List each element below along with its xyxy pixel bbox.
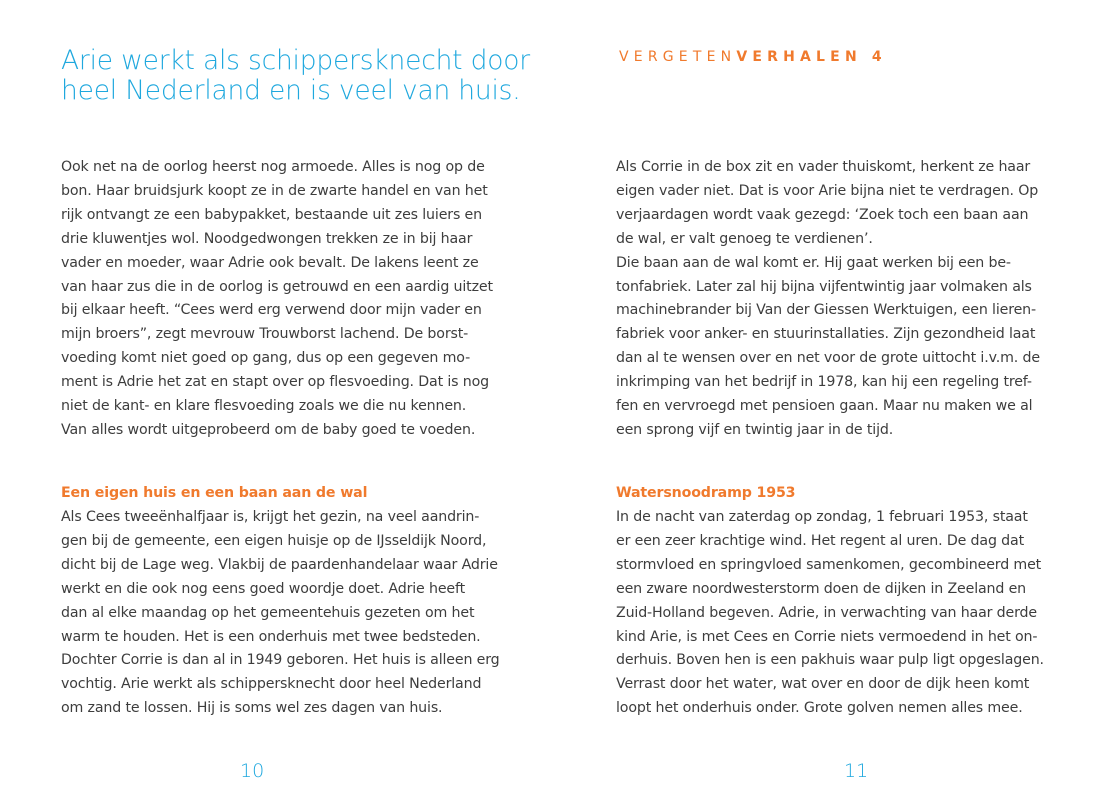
text-line: drie kluwentjes wol. Noodgedwongen trekken ze in bij haar — [61, 230, 473, 247]
text-line: om zand te lossen. Hij is soms wel zes dagen van huis. — [61, 700, 443, 717]
text-line: Als Cees tweeënhalfjaar is, krijgt het gezin, na veel aandrin- — [61, 509, 480, 525]
text-line: Dochter Corrie is dan al in 1949 geboren. Het huis is alleen erg — [61, 652, 500, 669]
text-line: vader en moeder, waar Adrie ook bevalt. De lakens leent ze — [61, 254, 479, 271]
text-line: verjaardagen wordt vaak gezegd: ‘Zoek toch een baan aan — [616, 206, 1029, 223]
text-line: kind Arie, is met Cees en Corrie niets vermoedend in het on- — [616, 628, 1038, 645]
page-number: 10 — [240, 760, 265, 782]
text-line: er een zeer krachtige wind. Het regent al uren. De dag dat — [616, 532, 1024, 549]
running-head-bold: VERHALEN 4 — [736, 49, 887, 65]
text-line: Verrast door het water, wat over en door de dijk heen komt — [616, 676, 1030, 693]
text-line: inkrimping van het bedrijf in 1978, kan hij een regeling tref- — [616, 374, 1032, 391]
right-paragraph-2 — [616, 506, 1056, 721]
text-line: mijn broers”, zegt mevrouw Trouwborst lachend. De borst- — [61, 326, 469, 343]
text-line: machinebrander bij Van der Giessen Werktuigen, een lieren- — [616, 302, 1036, 319]
text-line: warm te houden. Het is een onderhuis met twee bedsteden. — [61, 628, 481, 645]
running-head — [619, 49, 887, 65]
left-paragraph-2 — [61, 506, 501, 721]
text-line: fabriek voor anker- en stuurinstallaties. Zijn gezondheid laat — [616, 326, 1036, 343]
text-line: loopt het onderhuis onder. Grote golven nemen alles mee. — [616, 700, 1023, 717]
text-line: vochtig. Arie werkt als schippersknecht door heel Nederland — [61, 676, 482, 693]
running-head-light: VERGETEN — [619, 49, 737, 65]
page-number: 11 — [844, 760, 869, 782]
left-paragraph-1 — [61, 156, 501, 443]
text-line: dan al te wensen over en net voor de grote uittocht i.v.m. de — [616, 350, 1040, 367]
text-line: Zuid-Holland begeven. Adrie, in verwachting van haar derde — [616, 604, 1037, 621]
text-line: voeding komt niet goed op gang, dus op een gegeven mo- — [61, 350, 471, 367]
text-line: ment is Adrie het zat en stapt over op flesvoeding. Dat is nog — [61, 374, 489, 391]
text-line: eigen vader niet. Dat is voor Arie bijna niet te verdragen. Op — [616, 182, 1039, 199]
text-line: dicht bij de Lage weg. Vlakbij de paardenhandelaar waar Adrie — [61, 556, 498, 573]
text-line: van haar zus die in de oorlog is getrouwd en een aardig uitzet — [61, 278, 493, 295]
text-line: tonfabriek. Later zal hij bijna vijfentwintig jaar volmaken als — [616, 278, 1032, 295]
text-line: bon. Haar bruidsjurk koopt ze in de zwarte handel en van het — [61, 182, 488, 199]
pull-quote: Arie werkt als schippersknecht door heel Nederland en is veel van huis. — [61, 45, 530, 106]
text-line: Ook net na de oorlog heerst nog armoede. Alles is nog op de — [61, 159, 485, 175]
text-line: rijk ontvangt ze een babypakket, bestaande uit zes luiers en — [61, 206, 482, 223]
section-heading: Watersnoodramp 1953 — [616, 485, 796, 501]
text-line: gen bij de gemeente, een eigen huisje op de IJsseldijk Noord, — [61, 532, 487, 549]
text-line: stormvloed en springvloed samenkomen, gecombineerd met — [616, 556, 1042, 573]
text-line: Als Corrie in de box zit en vader thuiskomt, herkent ze haar — [616, 159, 1031, 175]
text-line: een zware noordwesterstorm doen de dijken in Zeeland en — [616, 580, 1027, 597]
right-paragraph-1 — [616, 156, 1056, 443]
section-heading: Een eigen huis en een baan aan de wal — [61, 485, 368, 501]
text-line: een sprong vijf en twintig jaar in de tijd. — [616, 421, 894, 438]
text-line: niet de kant- en klare flesvoeding zoals we die nu kennen. — [61, 398, 467, 415]
text-line: werkt en die ook nog eens goed woordje doet. Adrie heeft — [61, 580, 465, 597]
text-line: In de nacht van zaterdag op zondag, 1 februari 1953, staat — [616, 509, 1028, 525]
text-line: Die baan aan de wal komt er. Hij gaat werken bij een be- — [616, 254, 1011, 271]
text-line: bij elkaar heeft. “Cees werd erg verwend door mijn vader en — [61, 302, 482, 319]
right-page — [555, 0, 1110, 807]
text-line: de wal, er valt genoeg te verdienen’. — [616, 230, 873, 247]
text-line: derhuis. Boven hen is een pakhuis waar pulp ligt opgeslagen. — [616, 652, 1044, 669]
text-line: dan al elke maandag op het gemeentehuis gezeten om het — [61, 604, 475, 621]
text-line: fen en vervroegd met pensioen gaan. Maar nu maken we al — [616, 398, 1033, 415]
text-line: Van alles wordt uitgeprobeerd om de baby goed te voeden. — [61, 421, 476, 438]
